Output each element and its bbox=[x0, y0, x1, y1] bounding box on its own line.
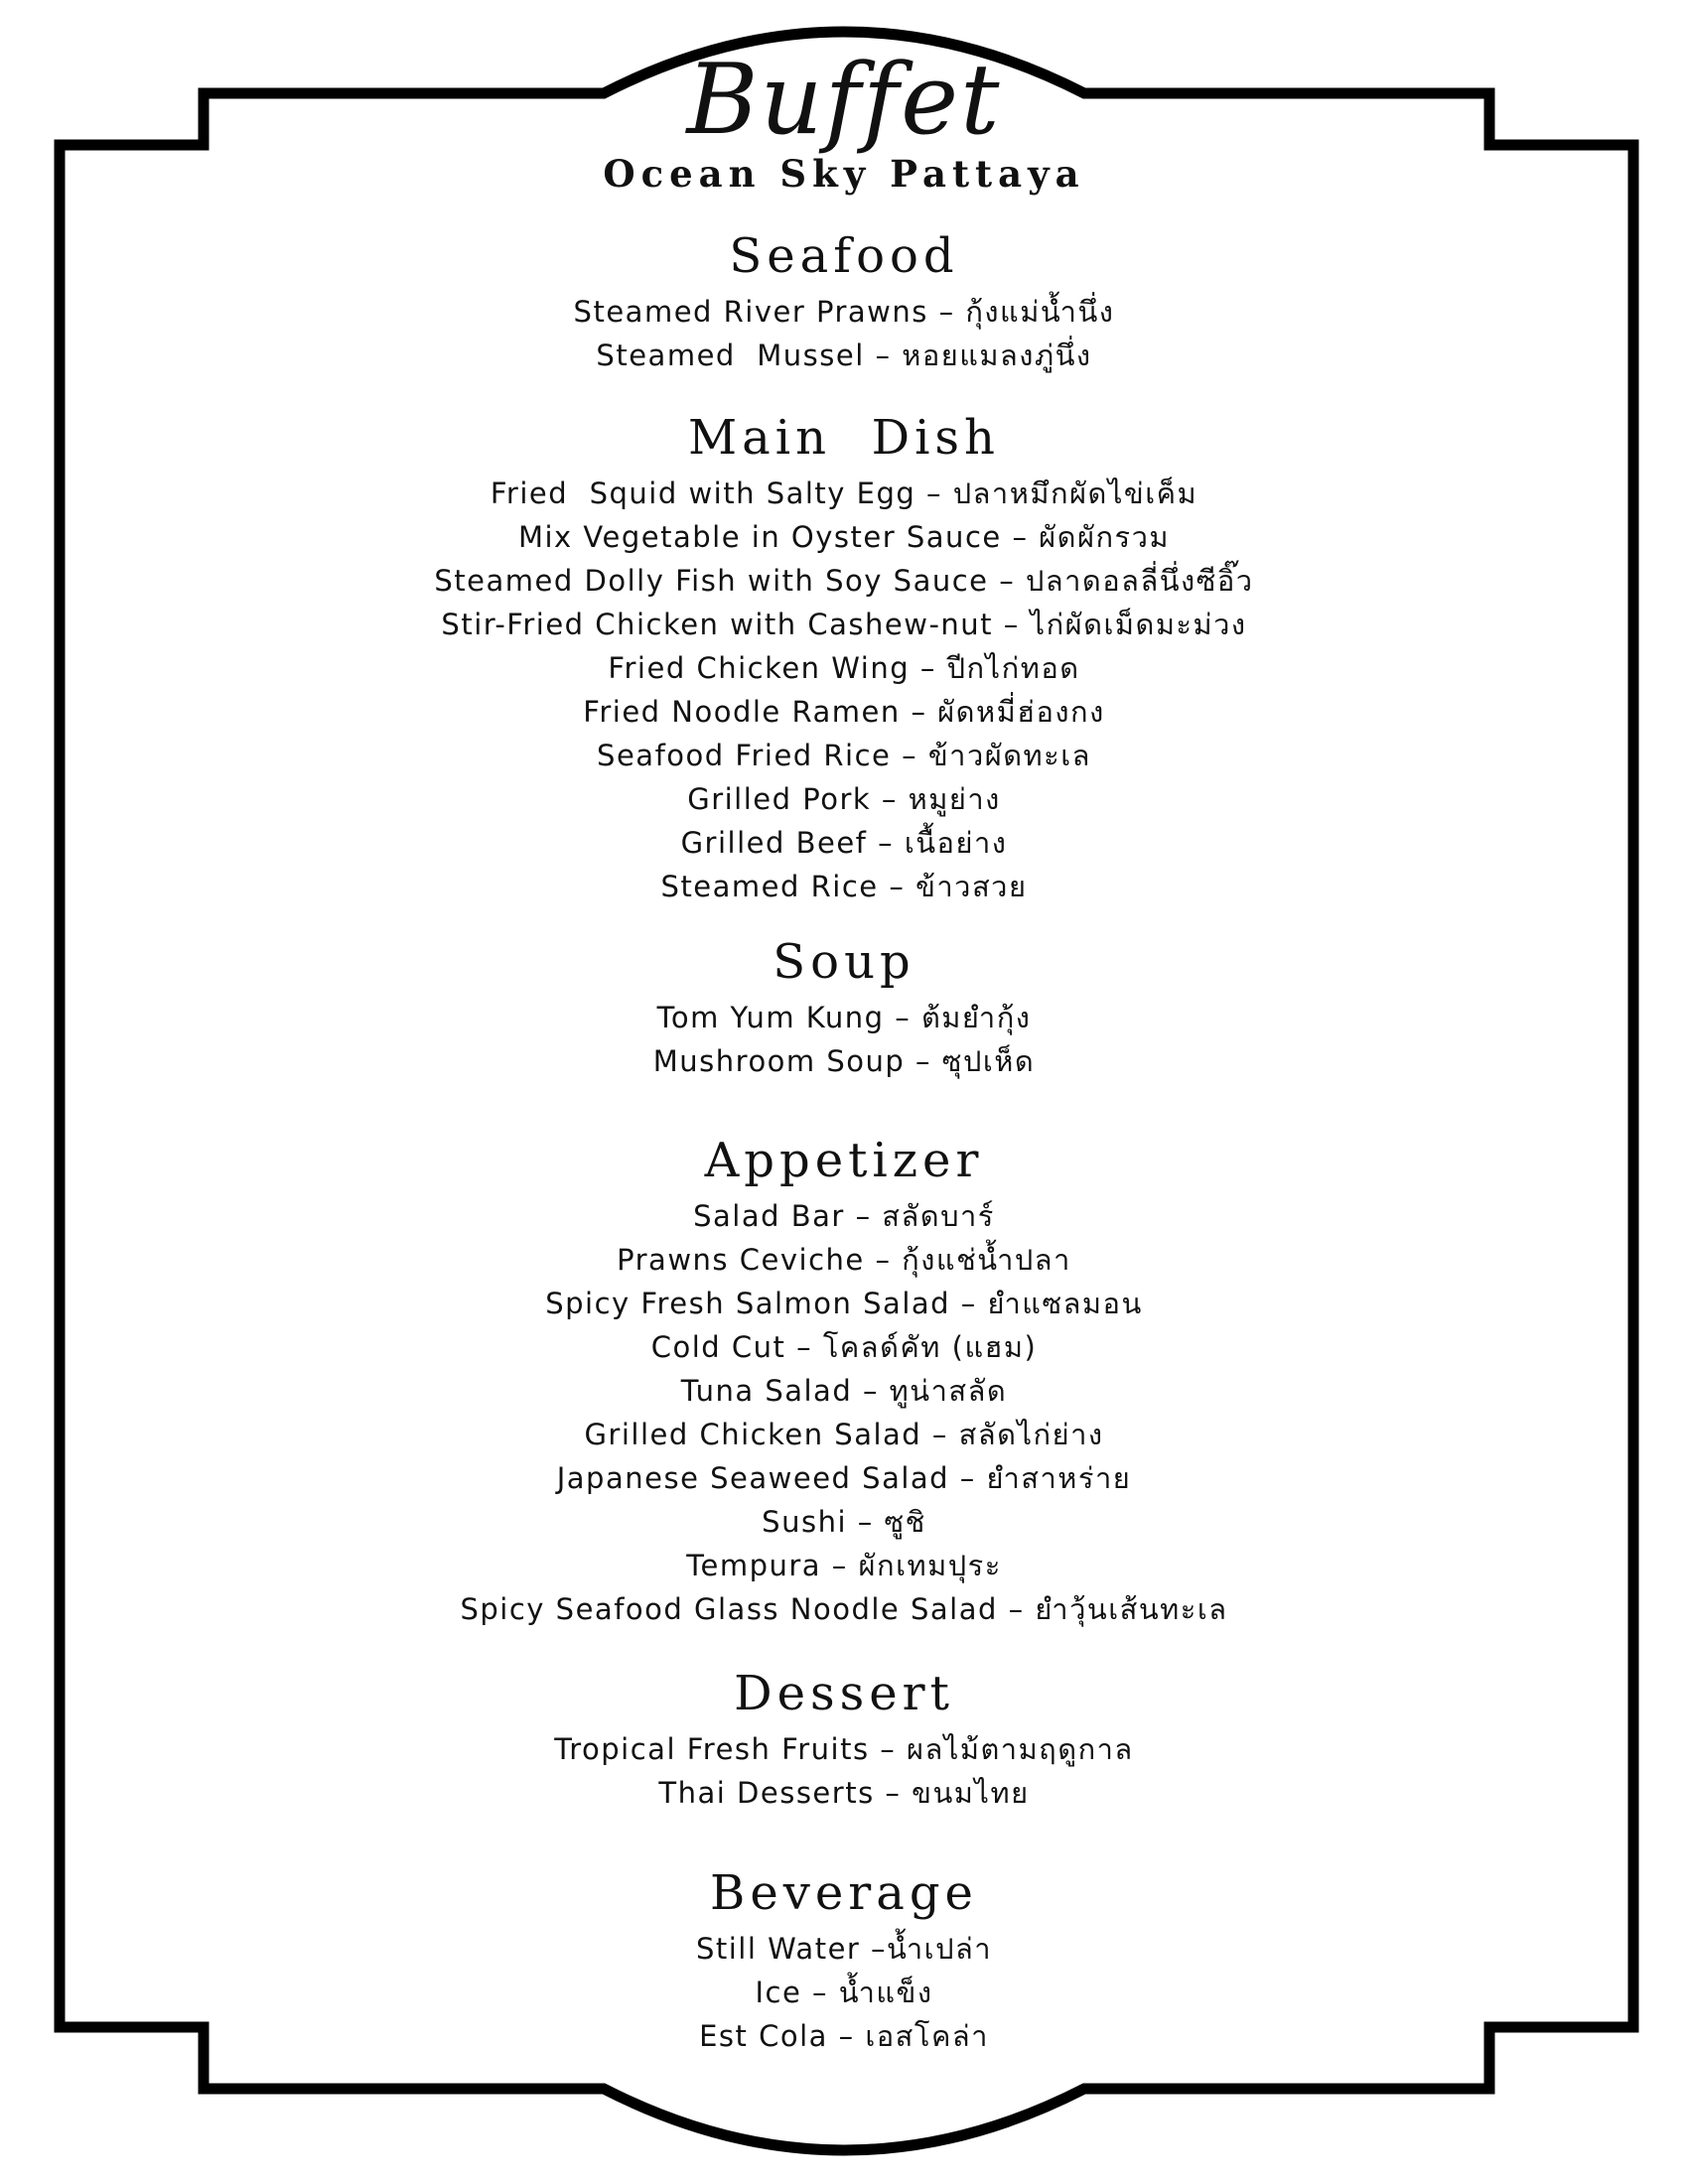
menu-item: Est Cola – เอสโคล่า bbox=[699, 2019, 989, 2053]
menu-item: Sushi – ซูชิ bbox=[762, 1505, 926, 1539]
menu-item: Mushroom Soup – ซุปเห็ด bbox=[652, 1044, 1036, 1078]
section-seafood bbox=[0, 226, 1688, 377]
menu-item: Spicy Fresh Salmon Salad – ยำแซลมอน bbox=[545, 1287, 1143, 1320]
section-title: Seafood bbox=[729, 228, 959, 284]
menu-item: Fried Squid with Salty Egg – ปลาหมึกผัดไข่เค็ม bbox=[490, 477, 1198, 510]
section-title: Main Dish bbox=[688, 410, 1000, 466]
menu-item: Grilled Beef – เนื้อย่าง bbox=[680, 826, 1008, 860]
section-title: Beverage bbox=[710, 1865, 978, 1921]
menu-item: Fried Chicken Wing – ปีกไก่ทอด bbox=[608, 651, 1080, 685]
menu-item: Tuna Salad – ทูน่าสลัด bbox=[680, 1374, 1008, 1408]
menu-item: Tempura – ผักเทมปุระ bbox=[686, 1549, 1002, 1582]
brand-subtitle: Ocean Sky Pattaya bbox=[603, 152, 1085, 196]
section-title: Dessert bbox=[734, 1666, 954, 1721]
section-appetizer bbox=[0, 1131, 1688, 1631]
menu-item: Grilled Chicken Salad – สลัดไก่ย่าง bbox=[584, 1418, 1104, 1451]
menu-item: Prawns Ceviche – กุ้งแช่น้ำปลา bbox=[617, 1243, 1071, 1277]
section-title: Soup bbox=[773, 934, 915, 990]
menu-item: Steamed Dolly Fish with Soy Sauce – ปลาดอลลี่นึ่งซีอิ๊ว bbox=[434, 564, 1254, 598]
menu-item: Cold Cut – โคลด์คัท (แฮม) bbox=[650, 1330, 1038, 1364]
menu-item: Steamed River Prawns – กุ้งแม่น้ำนึ่ง bbox=[573, 295, 1115, 329]
menu-item: Salad Bar – สลัดบาร์ bbox=[693, 1199, 995, 1233]
menu-item: Mix Vegetable in Oyster Sauce – ผัดผักรวม bbox=[517, 520, 1171, 554]
menu-item: Tom Yum Kung – ต้มยำกุ้ง bbox=[656, 1001, 1032, 1034]
menu-item: Tropical Fresh Fruits – ผลไม้ตามฤดูกาล bbox=[554, 1732, 1134, 1766]
menu-item: Stir-Fried Chicken with Cashew-nut – ไก่ผัดเม็ดมะม่วง bbox=[441, 608, 1247, 641]
menu-item: Seafood Fried Rice – ข้าวผัดทะเล bbox=[597, 739, 1091, 772]
menu-item: Steamed Mussel – หอยแมลงภู่นึ่ง bbox=[596, 339, 1092, 372]
menu-item: Grilled Pork – หมูย่าง bbox=[687, 782, 1001, 816]
section-soup bbox=[0, 932, 1688, 1083]
menu-item: Still Water –น้ำเปล่า bbox=[695, 1932, 993, 1966]
menu-item: Steamed Rice – ข้าวสวย bbox=[660, 870, 1028, 903]
brand-script-title: Buffet bbox=[686, 44, 1002, 157]
menu-item: Ice – น้ำแข็ง bbox=[755, 1976, 933, 2009]
menu-item: Fried Noodle Ramen – ผัดหมี่ฮ่องกง bbox=[583, 695, 1105, 729]
menu-item: Spicy Seafood Glass Noodle Salad – ยำวุ้นเส้นทะเล bbox=[460, 1592, 1228, 1626]
section-title: Appetizer bbox=[704, 1133, 984, 1188]
section-beverage bbox=[0, 1863, 1688, 2058]
menu-item: Japanese Seaweed Salad – ยำสาหร่าย bbox=[556, 1461, 1132, 1495]
section-main-dish bbox=[0, 408, 1688, 908]
menu-item: Thai Desserts – ขนมไทย bbox=[658, 1776, 1030, 1810]
section-dessert bbox=[0, 1664, 1688, 1815]
